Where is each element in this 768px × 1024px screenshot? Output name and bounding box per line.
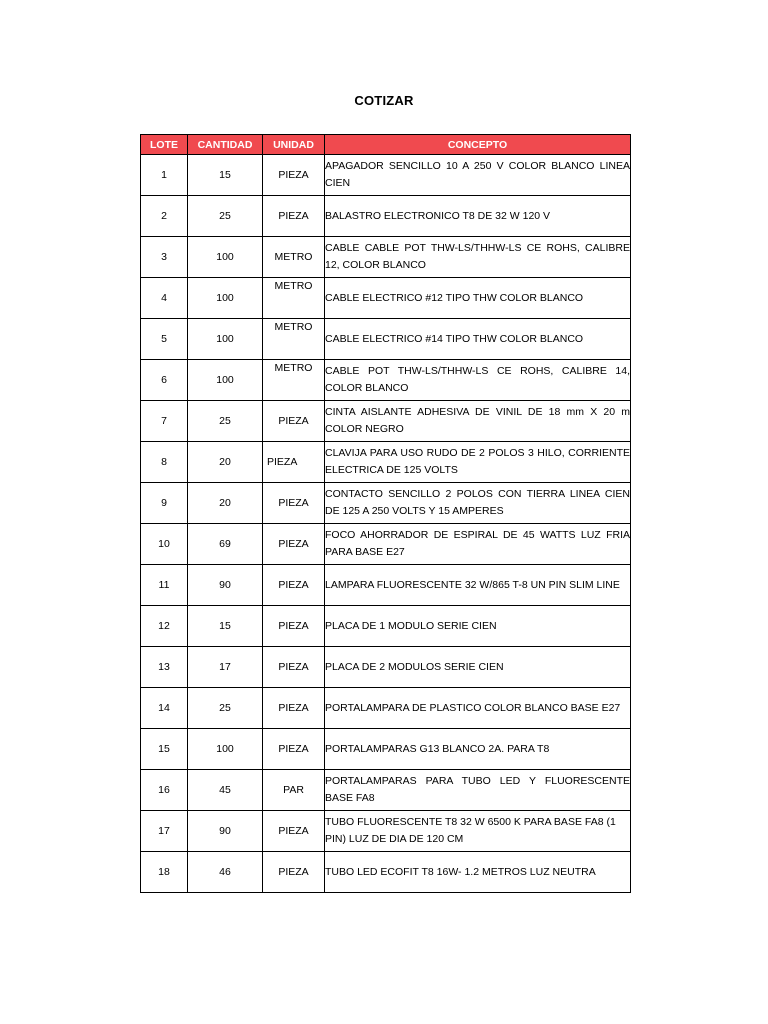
cell-lote: 10 xyxy=(141,524,188,565)
cell-cantidad: 25 xyxy=(188,196,263,237)
table-row xyxy=(141,196,631,237)
cell-concepto: CONTACTO SENCILLO 2 POLOS CON TIERRA LINEA CIEN DE 125 A 250 VOLTS Y 15 AMPERES xyxy=(325,483,631,524)
cell-concepto: PORTALAMPARA DE PLASTICO COLOR BLANCO BASE E27 xyxy=(325,688,631,729)
cell-lote: 8 xyxy=(141,442,188,483)
table-row xyxy=(141,524,631,565)
table-row xyxy=(141,319,631,360)
cell-cantidad: 90 xyxy=(188,811,263,852)
quote-table xyxy=(140,134,631,893)
cell-unidad: PIEZA xyxy=(263,647,325,688)
cell-lote: 2 xyxy=(141,196,188,237)
cell-cantidad: 100 xyxy=(188,319,263,360)
cell-lote: 5 xyxy=(141,319,188,360)
cell-lote: 12 xyxy=(141,606,188,647)
cell-unidad: PIEZA xyxy=(263,401,325,442)
cell-unidad: PAR xyxy=(263,770,325,811)
cell-concepto: PORTALAMPARAS PARA TUBO LED Y FLUORESCENTE BASE FA8 xyxy=(325,770,631,811)
cell-cantidad: 20 xyxy=(188,483,263,524)
cell-concepto: CABLE ELECTRICO #12 TIPO THW COLOR BLANCO xyxy=(325,278,631,319)
cell-lote: 11 xyxy=(141,565,188,606)
cell-lote: 16 xyxy=(141,770,188,811)
cell-unidad: PIEZA xyxy=(263,196,325,237)
cell-unidad: METRO xyxy=(263,360,325,401)
table-header-row xyxy=(141,135,631,155)
cell-lote: 9 xyxy=(141,483,188,524)
cell-lote: 13 xyxy=(141,647,188,688)
cell-cantidad: 15 xyxy=(188,606,263,647)
cell-cantidad: 46 xyxy=(188,852,263,893)
table-row xyxy=(141,729,631,770)
cell-unidad: PIEZA xyxy=(263,483,325,524)
cell-unidad: PIEZA xyxy=(263,524,325,565)
cell-cantidad: 15 xyxy=(188,155,263,196)
cell-concepto: CABLE ELECTRICO #14 TIPO THW COLOR BLANCO xyxy=(325,319,631,360)
cell-cantidad: 17 xyxy=(188,647,263,688)
cell-lote: 4 xyxy=(141,278,188,319)
header-lote: LOTE xyxy=(141,135,188,155)
table-row xyxy=(141,852,631,893)
header-unidad: UNIDAD xyxy=(263,135,325,155)
cell-lote: 7 xyxy=(141,401,188,442)
table-row xyxy=(141,401,631,442)
cell-lote: 18 xyxy=(141,852,188,893)
cell-concepto: FOCO AHORRADOR DE ESPIRAL DE 45 WATTS LUZ FRIA PARA BASE E27 xyxy=(325,524,631,565)
cell-unidad: METRO xyxy=(263,278,325,319)
cell-concepto: PLACA DE 2 MODULOS SERIE CIEN xyxy=(325,647,631,688)
cell-lote: 1 xyxy=(141,155,188,196)
cell-unidad: PIEZA xyxy=(263,729,325,770)
page-title: COTIZAR xyxy=(354,93,414,108)
table-row xyxy=(141,688,631,729)
cell-concepto: LAMPARA FLUORESCENTE 32 W/865 T-8 UN PIN SLIM LINE xyxy=(325,565,631,606)
cell-cantidad: 100 xyxy=(188,278,263,319)
header-cantidad: CANTIDAD xyxy=(188,135,263,155)
cell-unidad: PIEZA xyxy=(263,688,325,729)
header-concepto: CONCEPTO xyxy=(325,135,631,155)
cell-unidad: PIEZA xyxy=(263,155,325,196)
cell-concepto: BALASTRO ELECTRONICO T8 DE 32 W 120 V xyxy=(325,196,631,237)
cell-unidad: METRO xyxy=(263,237,325,278)
table-row xyxy=(141,770,631,811)
cell-concepto: CABLE CABLE POT THW-LS/THHW-LS CE ROHS, CALIBRE 12, COLOR BLANCO xyxy=(325,237,631,278)
cell-concepto: PLACA DE 1 MODULO SERIE CIEN xyxy=(325,606,631,647)
cell-cantidad: 20 xyxy=(188,442,263,483)
cell-cantidad: 100 xyxy=(188,729,263,770)
cell-lote: 14 xyxy=(141,688,188,729)
cell-concepto: CLAVIJA PARA USO RUDO DE 2 POLOS 3 HILO, CORRIENTE ELECTRICA DE 125 VOLTS xyxy=(325,442,631,483)
table-row xyxy=(141,606,631,647)
cell-unidad: PIEZA xyxy=(263,852,325,893)
cell-cantidad: 100 xyxy=(188,360,263,401)
cell-concepto: TUBO LED ECOFIT T8 16W- 1.2 METROS LUZ NEUTRA xyxy=(325,852,631,893)
cell-concepto: APAGADOR SENCILLO 10 A 250 V COLOR BLANCO LINEA CIEN xyxy=(325,155,631,196)
table-row xyxy=(141,565,631,606)
cell-unidad: PIEZA xyxy=(263,442,325,483)
table-row xyxy=(141,155,631,196)
cell-unidad: PIEZA xyxy=(263,811,325,852)
table-row xyxy=(141,360,631,401)
cell-concepto: CABLE POT THW-LS/THHW-LS CE ROHS, CALIBRE 14, COLOR BLANCO xyxy=(325,360,631,401)
cell-cantidad: 100 xyxy=(188,237,263,278)
cell-concepto: PORTALAMPARAS G13 BLANCO 2A. PARA T8 xyxy=(325,729,631,770)
cell-lote: 3 xyxy=(141,237,188,278)
cell-cantidad: 45 xyxy=(188,770,263,811)
table-row xyxy=(141,647,631,688)
cell-unidad: METRO xyxy=(263,319,325,360)
cell-cantidad: 25 xyxy=(188,401,263,442)
cell-concepto: CINTA AISLANTE ADHESIVA DE VINIL DE 18 mm X 20 m COLOR NEGRO xyxy=(325,401,631,442)
table-row xyxy=(141,278,631,319)
table-row xyxy=(141,442,631,483)
cell-concepto: TUBO FLUORESCENTE T8 32 W 6500 K PARA BASE FA8 (1 PIN) LUZ DE DIA DE 120 CM xyxy=(325,811,631,852)
cell-cantidad: 90 xyxy=(188,565,263,606)
cell-cantidad: 25 xyxy=(188,688,263,729)
cell-unidad: PIEZA xyxy=(263,565,325,606)
table-row xyxy=(141,811,631,852)
table-row xyxy=(141,483,631,524)
cell-lote: 6 xyxy=(141,360,188,401)
cell-cantidad: 69 xyxy=(188,524,263,565)
cell-lote: 15 xyxy=(141,729,188,770)
cell-lote: 17 xyxy=(141,811,188,852)
table-row xyxy=(141,237,631,278)
cell-unidad: PIEZA xyxy=(263,606,325,647)
